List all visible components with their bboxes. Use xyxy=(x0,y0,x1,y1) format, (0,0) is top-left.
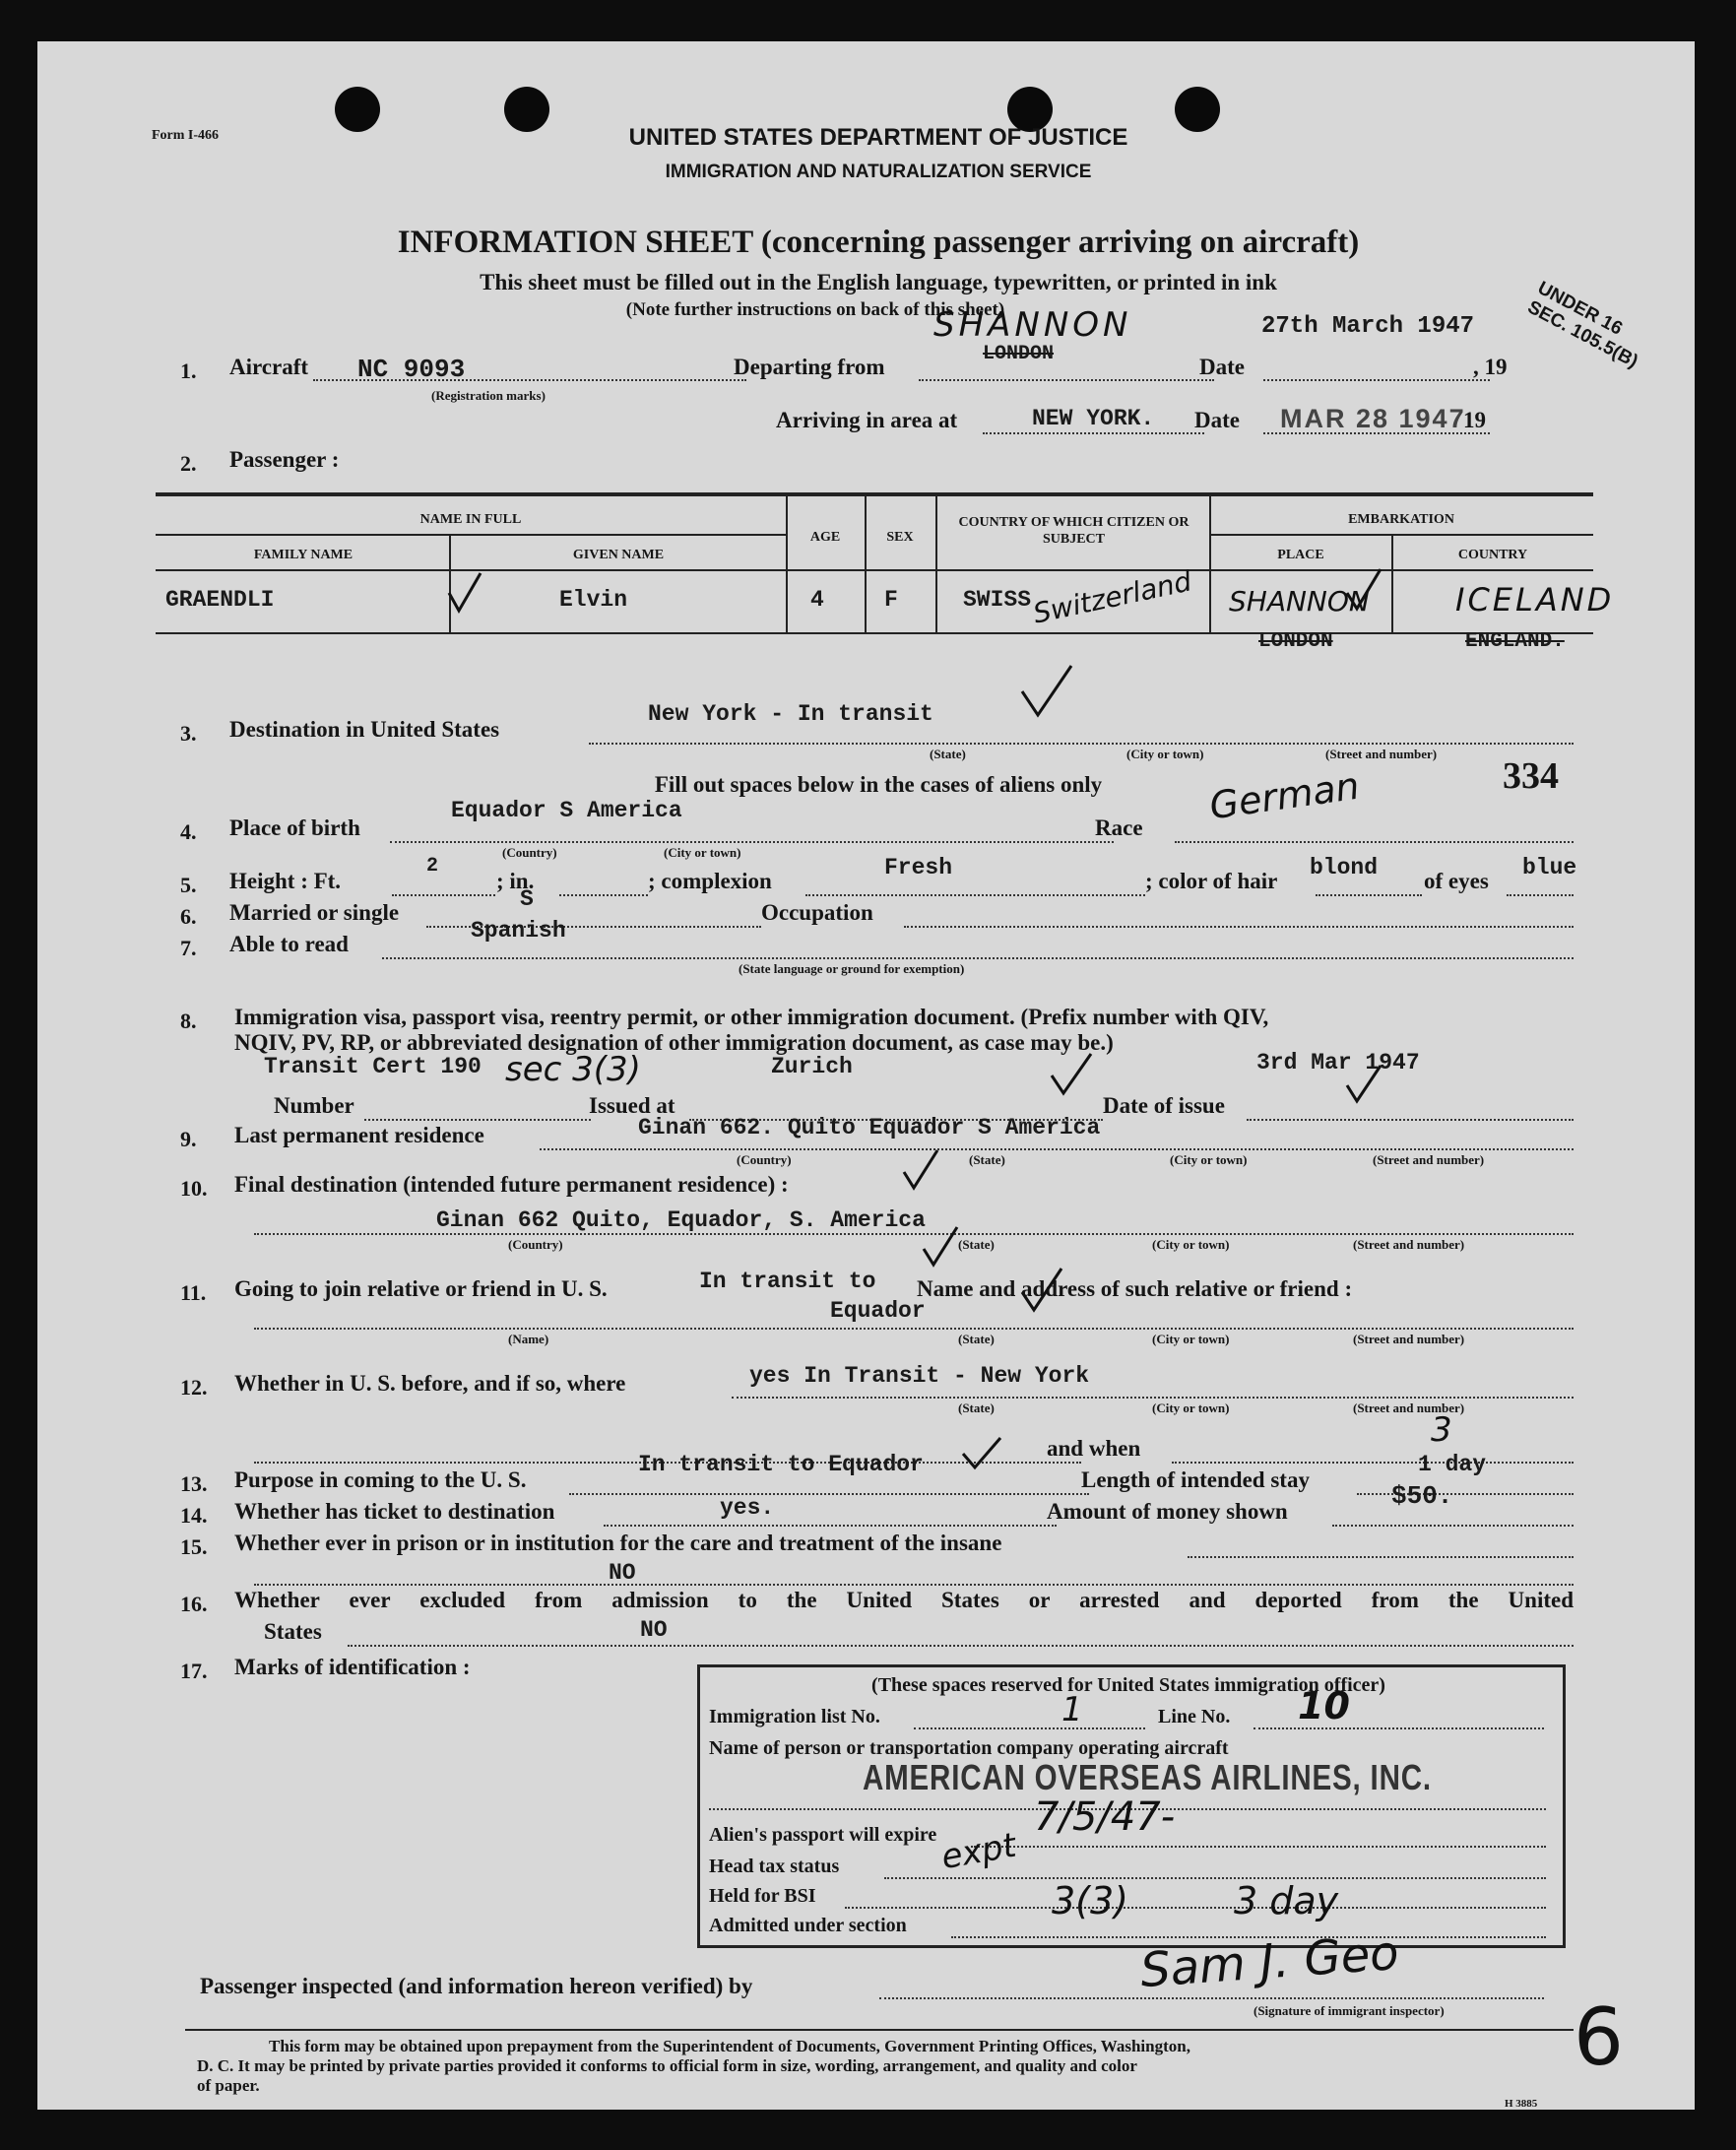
list-number-value: 1 xyxy=(1061,1690,1083,1729)
head-tax-label: Head tax status xyxy=(709,1856,840,1877)
page-mark: 6 xyxy=(1574,1991,1624,2083)
caption: (State) xyxy=(930,747,966,761)
admitted-section-value: 3(3) xyxy=(1052,1879,1129,1922)
embark-place-typed: LONDON xyxy=(1258,630,1333,653)
punch-hole xyxy=(504,87,549,132)
passenger-citizenship: SWISS xyxy=(963,587,1032,613)
excluded-value: NO xyxy=(640,1617,668,1643)
list-number-label: Immigration list No. xyxy=(709,1706,880,1727)
caption: (Country) xyxy=(502,845,557,860)
print-code: H 3885 xyxy=(1505,2098,1538,2110)
th-country-citizen: COUNTRY OF WHICH CITIZEN OR SUBJECT xyxy=(958,515,1189,547)
height-ft: 2 xyxy=(426,855,439,878)
residence-value: Ginan 662. Quito Equador S America xyxy=(638,1115,1101,1140)
occupation-label: Occupation xyxy=(761,900,873,925)
passenger-age: 4 xyxy=(810,587,824,613)
inches-label: ; in. xyxy=(496,869,535,893)
identification-marks-label: Marks of identification : xyxy=(234,1655,471,1679)
th-given-name: GIVEN NAME xyxy=(572,548,665,562)
birthplace-value: Equador S America xyxy=(451,798,682,823)
passport-expiry-label: Alien's passport will expire xyxy=(709,1824,937,1846)
caption: (Country) xyxy=(508,1237,563,1252)
inspection-label: Passenger inspected (and information hereon verified) by xyxy=(200,1974,753,1998)
form-note: (Note further instructions on back of this sheet) xyxy=(625,299,1005,320)
person-label: Name of person or transportation company operating aircraft xyxy=(709,1737,1229,1759)
item-number: 2. xyxy=(180,451,197,476)
caption: (City or town) xyxy=(1152,1237,1230,1252)
embark-country-typed: ENGLAND. xyxy=(1465,630,1565,653)
embark-country-handwritten-alt: ICELAND xyxy=(1455,581,1615,619)
officer-box-title: (These spaces reserved for United States immigration officer) xyxy=(871,1674,1385,1696)
when-label: and when xyxy=(1047,1436,1141,1461)
read-label: Able to read xyxy=(229,932,349,956)
departing-handwritten: SHANNON xyxy=(933,305,1132,345)
th-place: PLACE xyxy=(1277,548,1324,562)
th-country: COUNTRY xyxy=(1457,548,1528,562)
visa-date: 3rd Mar 1947 xyxy=(1256,1050,1420,1075)
aircraft-label: Aircraft xyxy=(229,355,309,379)
th-embarkation: EMBARKATION xyxy=(1348,512,1454,527)
caption: (City or town) xyxy=(664,845,741,860)
join-relative-value: In transit to xyxy=(699,1269,876,1294)
money-label: Amount of money shown xyxy=(1047,1499,1288,1524)
caption: (Name) xyxy=(508,1332,549,1346)
caption: (City or town) xyxy=(1126,747,1204,761)
footer-line2: D. C. It may be printed by private parties provided it conforms to official form in size, wording, arrangement, and quality and color xyxy=(197,2056,1137,2075)
race-label: Race xyxy=(1095,815,1143,840)
complexion-label: ; complexion xyxy=(648,869,772,893)
arrive-date-label: Date xyxy=(1194,408,1240,432)
date-of-issue-label: Date of issue xyxy=(1103,1093,1225,1118)
number-label: Number xyxy=(274,1093,354,1118)
th-age: AGE xyxy=(809,530,841,545)
visa-document: Transit Cert 190 xyxy=(264,1054,482,1079)
eyes-value: blue xyxy=(1522,855,1577,880)
departure-date: 27th March 1947 xyxy=(1261,313,1475,340)
item-number: 7. xyxy=(180,936,197,960)
item-number: 4. xyxy=(180,819,197,844)
airline-stamp: AMERICAN OVERSEAS AIRLINES, INC. xyxy=(863,1757,1432,1797)
item-number: 3. xyxy=(180,721,197,746)
check-icon xyxy=(904,1150,937,1188)
item-number: 5. xyxy=(180,873,197,897)
registration-caption: (Registration marks) xyxy=(431,388,546,403)
passenger-given-name: Elvin xyxy=(559,587,628,613)
previous-visit-value: yes In Transit - New York xyxy=(749,1363,1090,1389)
under-16-stamp: UNDER 16 SEC. 105.5(B) xyxy=(1523,278,1641,373)
money-value: $50. xyxy=(1391,1481,1453,1511)
departing-label: Departing from xyxy=(734,355,885,379)
item-number: 10. xyxy=(180,1176,208,1201)
residence-label: Last permanent residence xyxy=(234,1123,484,1147)
item-number: 8. xyxy=(180,1009,197,1033)
aircraft-value: NC 9093 xyxy=(357,355,466,384)
admitted-section-extra: 3 day xyxy=(1234,1879,1339,1922)
caption: (State) xyxy=(958,1401,995,1415)
join-relative-label: Going to join relative or friend in U. S. xyxy=(234,1276,608,1301)
marital-value: S xyxy=(520,886,534,912)
item-number: 6. xyxy=(180,904,197,929)
caption: (State language or ground for exemption) xyxy=(739,961,965,976)
purpose-label: Purpose in coming to the U. S. xyxy=(234,1467,527,1492)
caption: (City or town) xyxy=(1152,1401,1230,1415)
prison-label: Whether ever in prison or in institution for the care and treatment of the insane xyxy=(234,1531,1002,1555)
height-label: Height : Ft. xyxy=(229,869,342,893)
aliens-only-note: Fill out spaces below in the cases of aliens only xyxy=(654,772,1103,797)
destination-label: Destination in United States xyxy=(229,717,500,742)
caption: (Street and number) xyxy=(1353,1401,1465,1415)
service-name: IMMIGRATION AND NATURALIZATION SERVICE xyxy=(665,162,1092,182)
citizenship-handwritten: Switzerland xyxy=(1030,564,1194,630)
item-number: 14. xyxy=(180,1503,208,1528)
excluded-label-line2: States xyxy=(264,1619,322,1644)
caption: (Street and number) xyxy=(1353,1332,1465,1346)
stay-label: Length of intended stay xyxy=(1081,1467,1310,1492)
punch-hole xyxy=(335,87,380,132)
item-number: 13. xyxy=(180,1471,208,1496)
th-family-name: FAMILY NAME xyxy=(253,548,354,562)
admitted-section-label: Admitted under section xyxy=(709,1915,907,1936)
visa-section-handwritten: sec 3(3) xyxy=(505,1050,641,1089)
caption: (State) xyxy=(958,1332,995,1346)
relative-address-label: Name and address of such relative or friend : xyxy=(917,1276,1353,1301)
arriving-label: Arriving in area at xyxy=(776,408,958,432)
complexion-value: Fresh xyxy=(884,855,953,880)
passenger-family-name: GRAENDLI xyxy=(165,587,275,613)
document-sheet xyxy=(37,41,1695,2110)
caption: (Street and number) xyxy=(1353,1237,1465,1252)
item-number: 17. xyxy=(180,1659,208,1683)
previous-visit-label: Whether in U. S. before, and if so, where xyxy=(234,1371,626,1396)
th-sex: SEX xyxy=(886,530,914,545)
check-icon xyxy=(1052,1054,1091,1093)
year-suffix: 19 xyxy=(1463,408,1486,432)
item-number: 11. xyxy=(180,1280,207,1305)
stay-typed: 1 day xyxy=(1418,1452,1487,1477)
head-tax-value: expt xyxy=(938,1825,1019,1878)
ticket-value: yes. xyxy=(720,1495,775,1521)
caption: (Street and number) xyxy=(1325,747,1438,761)
form-title: INFORMATION SHEET (concerning passenger arriving on aircraft) xyxy=(397,225,1360,260)
final-destination-value: Ginan 662 Quito, Equador, S. America xyxy=(436,1207,926,1233)
th-name-in-full: NAME IN FULL xyxy=(419,512,522,527)
embark-place-handwritten: SHANNON xyxy=(1229,585,1370,618)
agency-name: UNITED STATES DEPARTMENT OF JUSTICE xyxy=(628,124,1128,151)
hair-label: ; color of hair xyxy=(1145,869,1278,893)
caption: (State) xyxy=(958,1237,995,1252)
item-number: 15. xyxy=(180,1534,208,1559)
purpose-value: In transit to Equador xyxy=(638,1452,924,1477)
final-destination-label: Final destination (intended future permanent residence) : xyxy=(234,1172,789,1197)
visa-place: Zurich xyxy=(771,1054,853,1079)
caption: (Street and number) xyxy=(1373,1152,1485,1167)
file-number: 334 xyxy=(1503,755,1559,797)
relative-address-value: Equador xyxy=(830,1298,926,1324)
footer-line3: of paper. xyxy=(197,2076,260,2095)
hair-value: blond xyxy=(1310,855,1379,880)
passport-expiry-value: 7/5/47- xyxy=(1034,1794,1176,1840)
caption: (City or town) xyxy=(1170,1152,1248,1167)
prison-value: NO xyxy=(609,1560,636,1586)
excluded-label-line1: Whether ever excluded from admission to the United States or arrested and deported from the United xyxy=(234,1588,1574,1612)
departing-typed: LONDON xyxy=(983,343,1055,365)
arriving-value: NEW YORK. xyxy=(1032,406,1155,431)
held-bsi-label: Held for BSI xyxy=(709,1885,816,1907)
destination-value: New York - In transit xyxy=(648,701,933,727)
check-icon xyxy=(449,573,481,611)
visa-line1: Immigration visa, passport visa, reentry permit, or other immigration document. (Prefix number with QIV, xyxy=(234,1005,1269,1029)
caption: (State) xyxy=(969,1152,1005,1167)
item-number: 12. xyxy=(180,1375,208,1400)
line-number-label: Line No. xyxy=(1158,1706,1231,1727)
form-instruction: This sheet must be filled out in the English language, typewritten, or printed in ink xyxy=(480,270,1277,294)
punch-hole xyxy=(1175,87,1220,132)
race-handwritten: German xyxy=(1206,763,1363,828)
signature-caption: (Signature of immigrant inspector) xyxy=(1254,2003,1445,2018)
line-number-value: 10 xyxy=(1298,1684,1350,1727)
check-icon xyxy=(1022,666,1071,715)
caption: (Country) xyxy=(737,1152,792,1167)
date-label: Date xyxy=(1199,355,1245,379)
arrival-date-stamp: MAR 28 1947 xyxy=(1280,404,1466,433)
passenger-label: Passenger : xyxy=(229,447,340,472)
birthplace-label: Place of birth xyxy=(229,815,360,840)
visa-line2: NQIV, PV, RP, or abbreviated designation of other immigration document, as case may be.) xyxy=(234,1030,1114,1055)
read-value: Spanish xyxy=(471,918,566,944)
stay-handwritten: 3 xyxy=(1431,1410,1452,1450)
caption: (City or town) xyxy=(1152,1332,1230,1346)
issued-label: Issued at xyxy=(589,1093,675,1118)
ticket-label: Whether has ticket to destination xyxy=(234,1499,555,1524)
form-number: Form I-466 xyxy=(152,128,220,143)
item-number: 16. xyxy=(180,1592,208,1616)
item-number: 1. xyxy=(180,358,197,383)
item-number: 9. xyxy=(180,1127,197,1151)
passenger-sex: F xyxy=(884,587,898,613)
year-suffix: , 19 xyxy=(1473,355,1508,379)
footer-line1: This form may be obtained upon prepayment from the Superintendent of Documents, Government Printing Offices, Washington, xyxy=(269,2037,1190,2055)
eyes-label: of eyes xyxy=(1424,869,1489,893)
marital-label: Married or single xyxy=(229,900,400,925)
inspector-signature: Sam J. Geo xyxy=(1138,1924,1401,1999)
